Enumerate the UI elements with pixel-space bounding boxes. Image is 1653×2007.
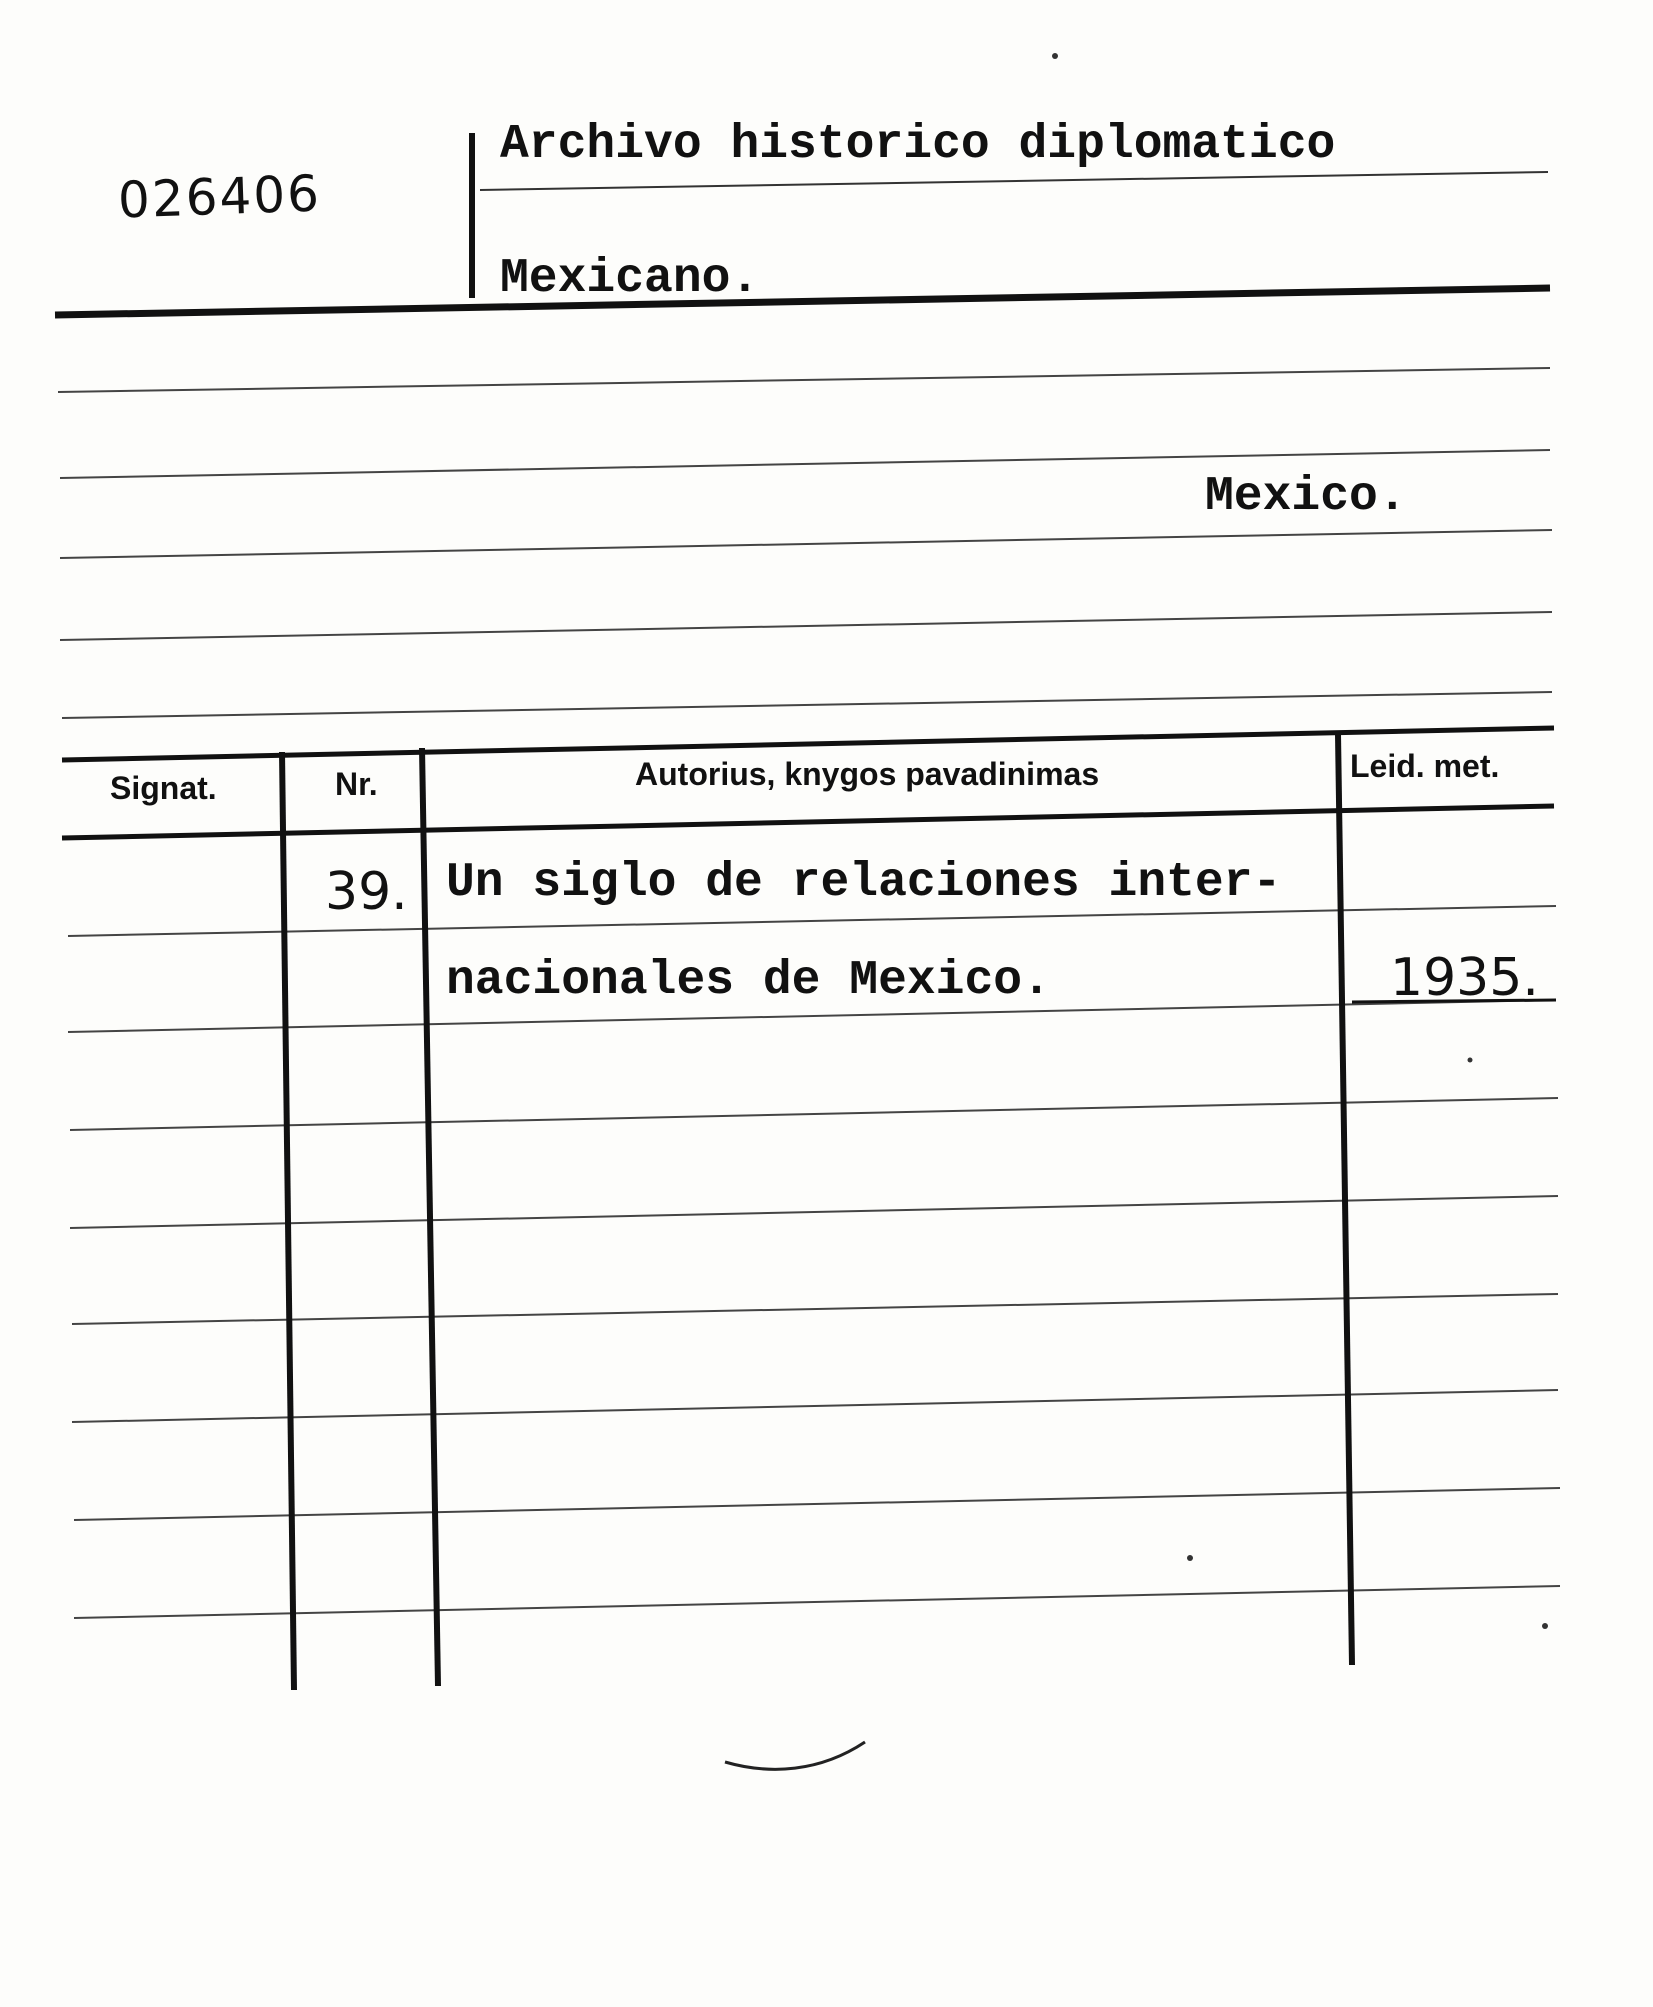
entry-title-line-1: Un siglo de relaciones inter- [446,856,1282,910]
entry-number: 39. [325,862,408,922]
card-id-handwritten: 026406 [117,164,322,230]
col-divider-1 [282,752,294,1690]
header-signat: Signat. [110,770,217,806]
place-of-publication: Mexico. [1205,470,1407,524]
heading-line-1: Archivo historico diplomatico [500,118,1336,172]
header-year: Leid. met. [1350,748,1500,784]
entry-title-line-2: nacionales de Mexico. [446,954,1051,1008]
flourish-mark [725,1742,865,1769]
entry-year: 1935. [1390,948,1539,1008]
header-nr: Nr. [335,766,378,802]
col-divider-2 [422,748,438,1686]
header-title: Autorius, knygos pavadinimas [635,756,1100,792]
heading-line-2: Mexicano. [500,252,760,306]
